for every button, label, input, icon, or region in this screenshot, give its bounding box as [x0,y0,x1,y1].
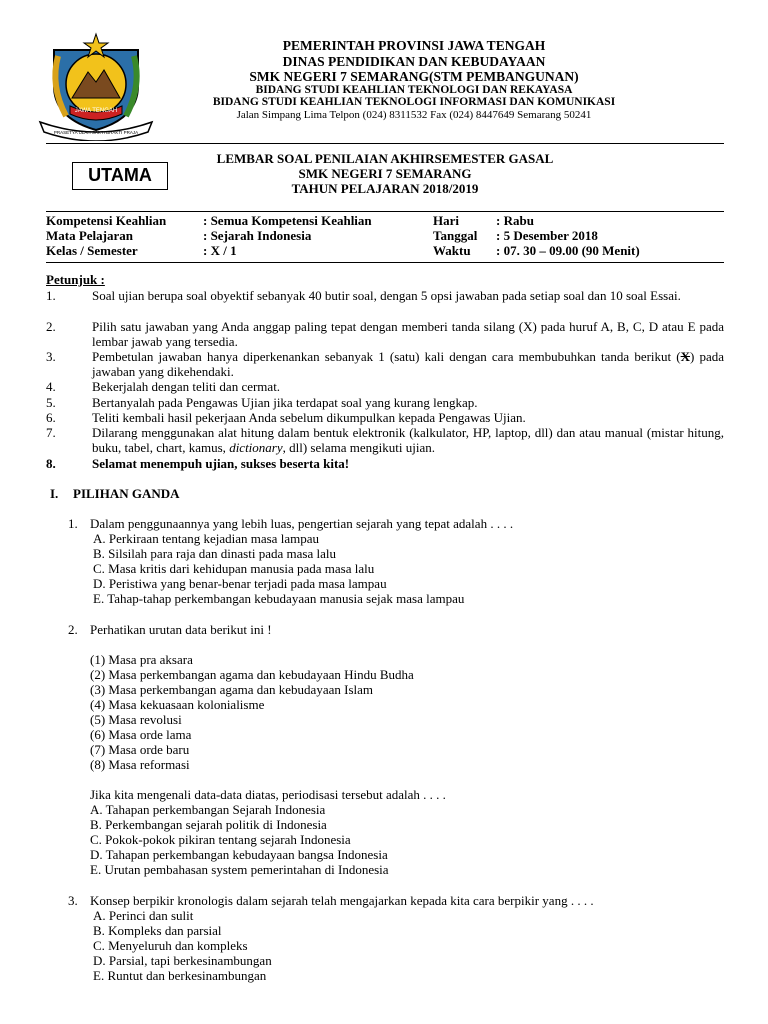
answer-option: E. Runtut dan berkesinambungan [93,968,267,983]
answer-option: E. Urutan pembahasan system pemerintahan di Indonesia [90,862,389,877]
header-department: DINAS PENDIDIKAN DAN KEBUDAYAAN [282,54,546,69]
answer-option: E. Tahap-tahap perkembangan kebudayaan manusia sejak masa lampau [93,591,465,606]
header-government: PEMERINTAH PROVINSI JAWA TENGAH [282,38,546,53]
svg-text:PRASETYA ULAH SAKTI BHAKTI PRA: PRASETYA ULAH SAKTI BHAKTI PRAJA [53,130,139,135]
instruction-item: 6. Teliti kembali hasil pekerjaan Anda sebelum dikumpulkan kepada Pengawas Ujian. [46,410,526,425]
info-label-kompetensi: Kompetensi Keahlian [46,213,167,228]
answer-option: B. Silsilah para raja dan dinasti pada masa lalu [93,546,336,561]
data-list-item: (3) Masa perkembangan agama dan kebudayaan Islam [90,682,373,697]
instruction-item: 5. Bertanyalah pada Pengawas Ujian jika terdapat soal yang kurang lengkap. [46,395,478,410]
header-address: Jalan Simpang Lima Telpon (024) 8311532 Fax (024) 8447649 Semarang 50241 [236,109,592,121]
info-label-waktu: Waktu [433,243,471,258]
answer-option: B. Kompleks dan parsial [93,923,222,938]
answer-option: D. Parsial, tapi berkesinambungan [93,953,272,968]
question-number: 1. [68,516,78,531]
question-text: Perhatikan urutan data berikut ini ! [90,622,272,637]
info-value-tanggal: : 5 Desember 2018 [496,228,598,243]
question-text: Dalam penggunaannya yang lebih luas, pengertian sejarah yang tepat adalah . . . . [90,516,514,531]
data-list-item: (7) Masa orde baru [90,742,190,757]
answer-option: D. Peristiwa yang benar-benar terjadi pada masa lampau [93,576,387,591]
info-label-mapel: Mata Pelajaran [46,228,134,243]
svg-text:JAWA TENGAH: JAWA TENGAH [74,108,118,114]
data-list-item: (2) Masa perkembangan agama dan kebudayaan Hindu Budha [90,667,414,682]
answer-option: C. Menyeluruh dan kompleks [93,938,248,953]
instruction-item: 1. Soal ujian berupa soal obyektif sebanyak 40 butir soal, dengan 5 opsi jawaban pada setiap soal dan 10 soal Essai. [46,288,681,303]
exam-year: TAHUN PELAJARAN 2018/2019 [291,181,479,196]
info-value-kompetensi: : Semua Kompetensi Keahlian [203,213,372,228]
info-value-hari: : Rabu [496,213,534,228]
question-number: 3. [68,893,78,908]
info-label-kelas: Kelas / Semester [46,243,138,258]
data-list-item: (1) Masa pra aksara [90,652,193,667]
version-badge: UTAMA [72,162,168,190]
section-title: PILIHAN GANDA [73,486,180,501]
instruction-item: 4. Bekerjalah dengan teliti dan cermat. [46,379,281,394]
instruction-item: 3. Pembetulan jawaban hanya diperkenankan sebanyak 1 (satu) kali dengan cara membubuhkan tanda berikut (X) pada jawaban yang dikehendaki. [46,349,724,380]
instructions-heading: Petunjuk : [46,272,105,287]
info-divider-top [46,211,724,212]
info-divider-bottom [46,262,724,263]
answer-option: A. Perkiraan tentang kejadian masa lampau [93,531,319,546]
info-label-tanggal: Tanggal [433,228,478,243]
instruction-item: 7. Dilarang menggunakan alat hitung dalam bentuk elektronik (kalkulator, HP, laptop, dll) dan atau manual (mistar hitung, buku, tabel, chart, kamus, dictionary, dll) selama mengikuti ujian. [46,425,724,456]
info-label-hari: Hari [433,213,459,228]
header-field-1: BIDANG STUDI KEAHLIAN TEKNOLOGI DAN REKAYASA [255,84,573,96]
answer-option: B. Perkembangan sejarah politik di Indonesia [90,817,327,832]
header-field-2: BIDANG STUDI KEAHLIAN TEKNOLOGI INFORMASI DAN KOMUNIKASI [212,96,616,108]
data-list-item: (8) Masa reformasi [90,757,190,772]
exam-title: LEMBAR SOAL PENILAIAN AKHIRSEMESTER GASAL [216,151,554,166]
answer-option: C. Pokok-pokok pikiran tentang sejarah Indonesia [90,832,351,847]
info-value-kelas: : X / 1 [203,243,237,258]
answer-option: D. Tahapan perkembangan kebudayaan bangsa Indonesia [90,847,388,862]
question-prompt: Jika kita mengenali data-data diatas, periodisasi tersebut adalah . . . . [90,787,446,802]
strike-x-mark: X [680,349,690,364]
info-value-mapel: : Sejarah Indonesia [203,228,312,243]
answer-option: A. Perinci dan sulit [93,908,194,923]
header-school: SMK NEGERI 7 SEMARANG(STM PEMBANGUNAN) [249,69,579,84]
answer-option: C. Masa kritis dari kehidupan manusia pada masa lalu [93,561,375,576]
header-divider [46,143,724,144]
instruction-item: 2. Pilih satu jawaban yang Anda anggap paling tepat dengan memberi tanda silang (X) pada huruf A, B, C, D atau E pada lembar jawab yang tersedia. [46,319,724,350]
exam-school: SMK NEGERI 7 SEMARANG [298,166,472,181]
info-value-waktu: : 07. 30 – 09.00 (90 Menit) [496,243,640,258]
section-number: I. [50,486,59,501]
data-list-item: (5) Masa revolusi [90,712,182,727]
data-list-item: (4) Masa kekuasaan kolonialisme [90,697,265,712]
instruction-item: 8. Selamat menempuh ujian, sukses beserta kita! [46,456,350,471]
question-text: Konsep berpikir kronologis dalam sejarah telah mengajarkan kepada kita cara berpikir yang . . . . [90,893,594,908]
question-number: 2. [68,622,78,637]
data-list-item: (6) Masa orde lama [90,727,192,742]
answer-option: A. Tahapan perkembangan Sejarah Indonesia [90,802,326,817]
